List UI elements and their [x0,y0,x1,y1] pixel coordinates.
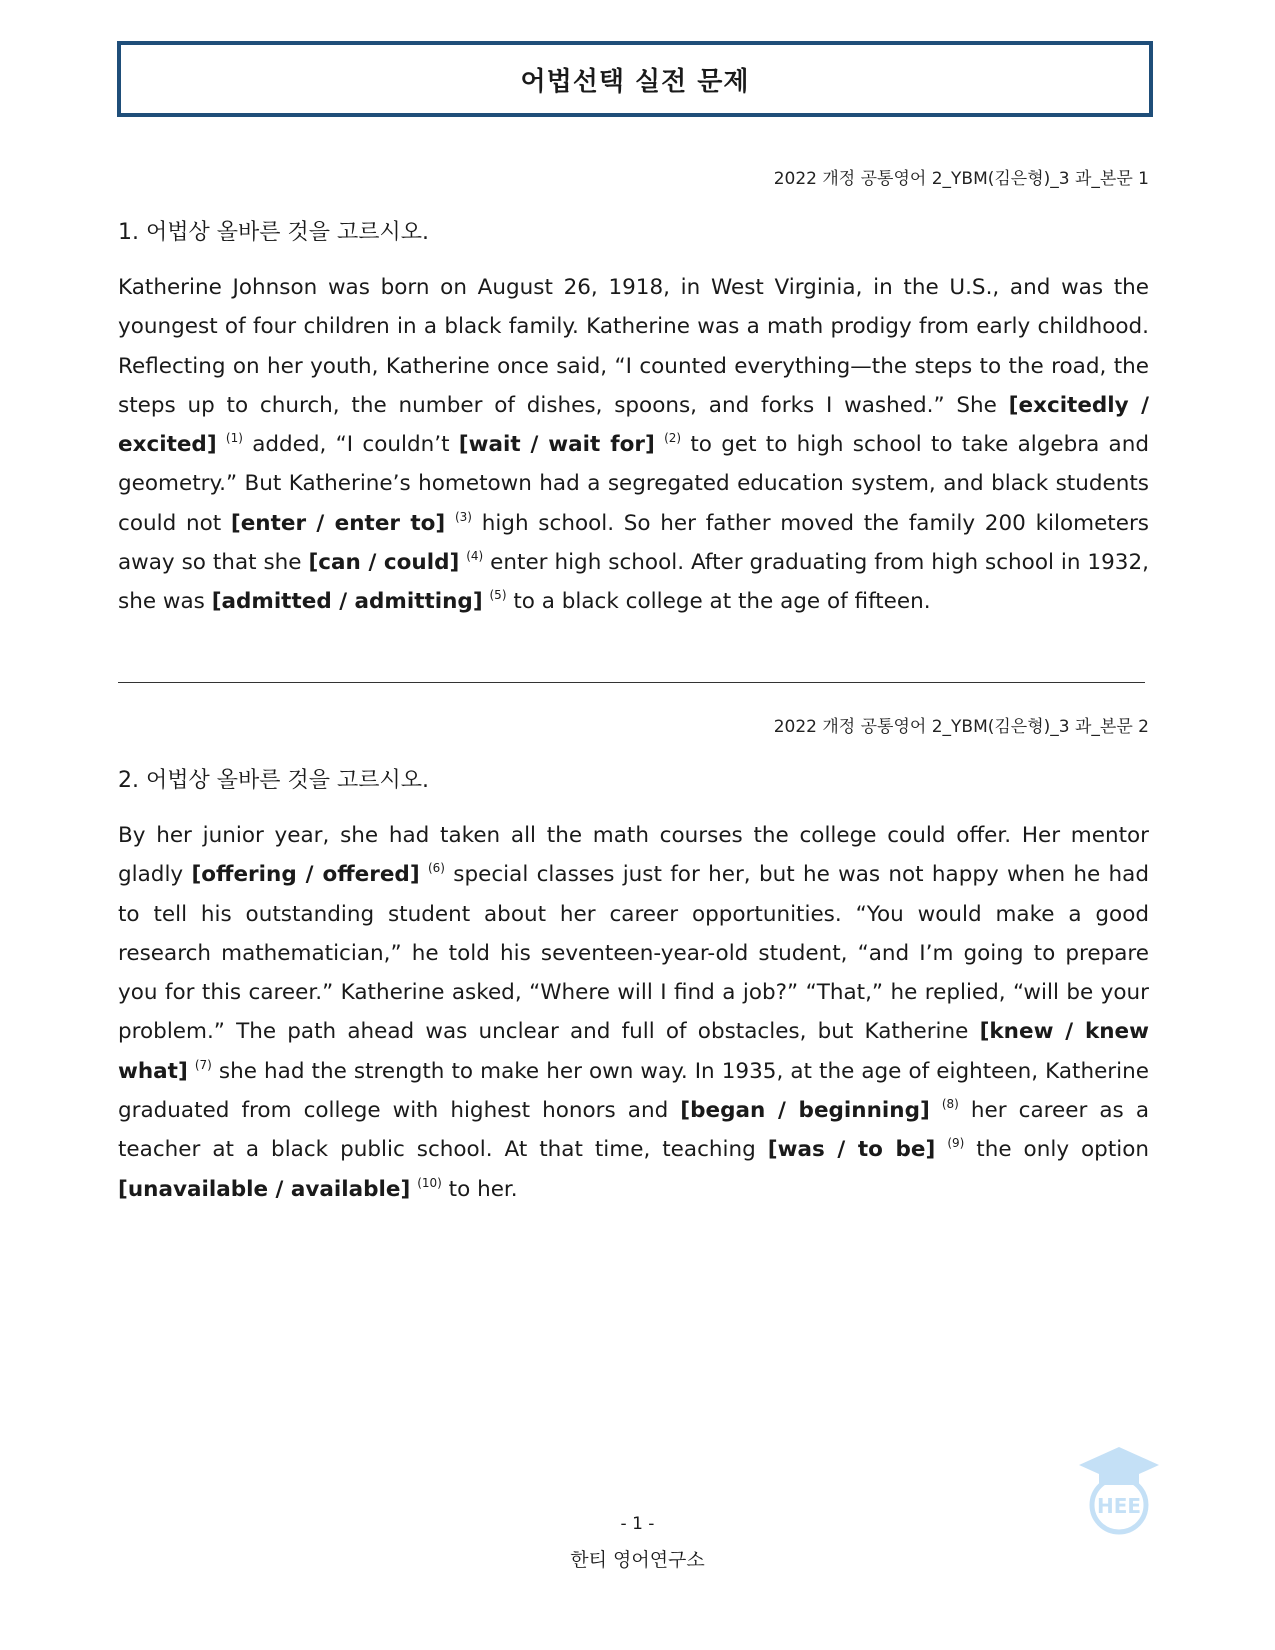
grammar-choice: [enter / enter to] [230,510,446,536]
choice-number: (8) [941,1097,959,1112]
source-label-2: 2022 개정 공통영어 2_YBM(김은형)_3 과_본문 2 [773,717,1149,737]
passage-text: enter high school. After graduating from high school in 1932, she was [118,550,1149,615]
grammar-choice: [offering / offered] [191,862,420,888]
passage-2 [118,816,1149,1209]
passage-text: high school. So her father moved the family 200 kilometers away so that she [118,510,1149,576]
passage-text: her career as a teacher at a black public school. At that time, teaching [118,1098,1149,1163]
grammar-choice: [began / beginning] [680,1098,930,1124]
passage-text: Katherine Johnson was born on August 26, 1918, in West Virginia, in the U.S., and was the youngest of four children in a black family. Katherine was a math prodigy from early childhood. Reflecting on her youth, Katherine once said, “I counted everything—the steps to the road, the steps up to church, the number of dishes, spoons, and forks I washed.” She [118,275,1149,418]
divider [118,682,1145,683]
passage-text: By her junior year, she had taken all the math courses the college could offer. Her mentor gladly [118,823,1149,888]
passage-text: special classes just for her, but he was not happy when he had to tell his outstanding student about her career opportunities. “You would make a good research mathematician,” he told his seventeen-year-old student, “and I’m going to prepare you for this career.” Katherine asked, “Where will I find a job?” “That,” he replied, “will be your problem.” The path ahead was unclear and full of obstacles, but Katherine [118,862,1149,1045]
passage-1 [118,268,1149,622]
grammar-choice: [unavailable / available] [118,1176,411,1202]
grammar-choice: [can / could] [308,550,460,576]
footer-organization: 한티 영어연구소 [570,1549,705,1571]
page-number: - 1 - [620,1514,655,1534]
grammar-choice: [wait / wait for] [458,432,655,458]
choice-number: (1) [225,431,243,446]
passage-text: to a black college at the age of fifteen. [506,589,931,615]
passage-text: to her. [441,1176,518,1202]
grammar-choice: [admitted / admitting] [211,589,483,615]
choice-number: (6) [427,861,445,876]
choice-number: (2) [664,431,682,446]
title-box [117,41,1153,117]
question-2: 2. 어법상 올바른 것을 고르시오. [118,768,429,793]
question-1: 1. 어법상 올바른 것을 고르시오. [118,220,429,245]
grammar-choice: [was / to be] [767,1137,936,1163]
choice-number: (5) [489,588,507,603]
grammar-choice: [knew / knew what] [118,1019,1149,1084]
logo-text: HEE [1096,1494,1142,1518]
passage-text: the only option [964,1137,1149,1163]
choice-number: (4) [466,549,484,564]
passage-text: she had the strength to make her own way. In 1935, at the age of eighteen, Katherine graduated from college with highest honors and [118,1058,1149,1124]
choice-number: (9) [947,1136,965,1151]
passage-text: to get to high school to take algebra and geometry.” But Katherine’s hometown had a segregated education system, and black students could not [118,432,1149,536]
choice-number: (10) [417,1175,442,1190]
choice-number: (7) [194,1057,212,1072]
choice-number: (3) [454,509,472,524]
grammar-choice: [excitedly / excited] [118,392,1149,458]
page-title: 어법선택 실전 문제 [520,66,750,97]
hee-logo [1075,1445,1163,1535]
source-label-1: 2022 개정 공통영어 2_YBM(김은형)_3 과_본문 1 [773,169,1149,189]
passage-text: added, “I couldn’t [242,432,459,458]
